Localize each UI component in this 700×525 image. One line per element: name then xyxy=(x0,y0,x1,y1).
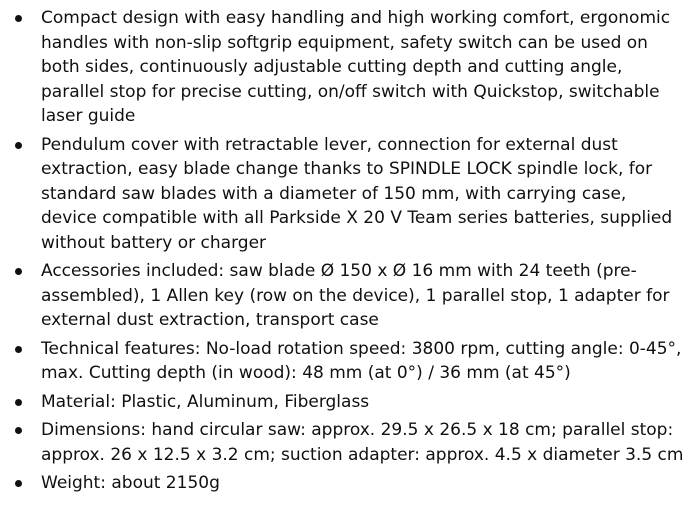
list-item xyxy=(0,133,700,256)
bullet-dot-icon xyxy=(15,427,22,434)
list-item xyxy=(0,6,700,129)
bullet-dot-icon xyxy=(15,15,22,22)
list-item xyxy=(0,418,700,467)
list-item xyxy=(0,471,700,496)
bullet-dot-icon xyxy=(15,399,22,406)
bullet-text: Compact design with easy handling and high working comfort, ergonomic handles with non-slip softgrip equipment, safety switch can be used on both sides, continuously adjustable cutting depth and cutting angle, parallel stop for precise cutting, on/off switch with Quickstop, switchable laser guide xyxy=(41,8,671,126)
bullet-text: Accessories included: saw blade Ø 150 x Ø 16 mm with 24 teeth (pre-assembled), 1 Allen key (row on the device), 1 parallel stop, 1 adapter for external dust extraction, transport case xyxy=(41,261,670,330)
bullet-text: Pendulum cover with retractable lever, connection for external dust extraction, easy blade change thanks to SPINDLE LOCK spindle lock, for standard saw blades with a diameter of 150 mm, with carrying case, device compatible with all Parkside X 20 V Team series batteries, supplied without battery or charger xyxy=(41,134,673,253)
bullet-dot-icon xyxy=(15,346,22,353)
bullet-dot-icon xyxy=(15,268,22,275)
bullet-text: Weight: about 2150g xyxy=(41,473,220,493)
list-item xyxy=(0,337,700,386)
bullet-text: Material: Plastic, Aluminum, Fiberglass xyxy=(41,391,370,412)
feature-bullet-list xyxy=(0,6,700,500)
list-item xyxy=(0,259,700,333)
bullet-dot-icon xyxy=(15,480,22,487)
list-item xyxy=(0,390,700,415)
bullet-dot-icon xyxy=(15,142,22,149)
bullet-text: Dimensions: hand circular saw: approx. 29.5 x 26.5 x 18 cm; parallel stop: approx. 26 x 12.5 x 3.2 cm; suction adapter: approx. 4.5 x diameter 3.5 cm xyxy=(41,420,684,465)
bullet-text: Technical features: No-load rotation speed: 3800 rpm, cutting angle: 0-45°, max. Cutting depth (in wood): 48 mm (at 0°) / 36 mm (at 45°) xyxy=(41,338,682,383)
